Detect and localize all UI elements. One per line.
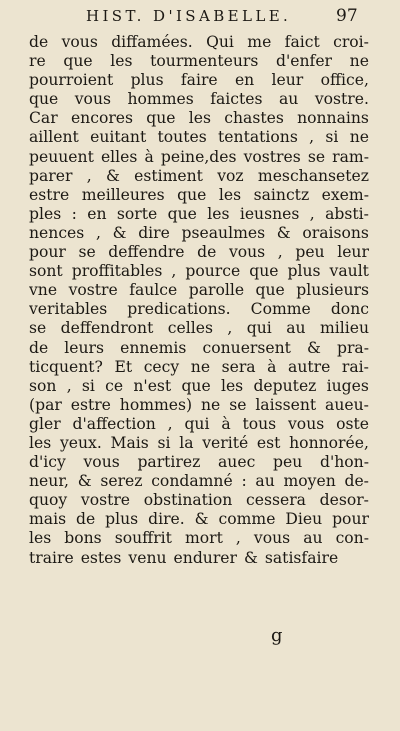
text-line: ples : en sorte que les ieusnes , absti- [29, 204, 369, 223]
text-line: neur, & serez condamné : au moyen de- [29, 472, 369, 491]
text-line: parer , & estiment voz meschansetez [29, 166, 369, 185]
text-line: Car encores que les chastes nonnains [29, 109, 369, 128]
text-line: les yeux. Mais si la verité est honnorée, [29, 433, 369, 452]
signature-mark: g [271, 625, 283, 646]
text-line: d'icy vous partirez auec peu d'hon- [29, 453, 369, 472]
text-line: traire estes venu endurer & satisfaire [29, 548, 339, 567]
text-line: veritables predications. Comme donc [29, 300, 369, 319]
text-line: ticquent? Et cecy ne sera à autre rai- [29, 357, 369, 376]
text-line: estre meilleures que les sainctz exem- [29, 185, 369, 204]
text-line: (par estre hommes) ne se laissent aueu- [29, 395, 369, 414]
text-line: de vous diffamées. Qui me faict croi- [29, 33, 369, 51]
text-line: mais de plus dire. & comme Dieu pour [29, 510, 369, 529]
text-line: peuuent elles à peine,des vostres se ram- [29, 147, 369, 166]
running-title: HIST. D'ISABELLE. [86, 7, 292, 25]
body-text [29, 33, 369, 568]
text-line: gler d'affection , qui à tous vous oste [29, 414, 369, 433]
text-line: se deffendront celles , qui au milieu [29, 319, 369, 338]
page-number: 97 [336, 6, 358, 26]
text-line: pour se deffendre de vous , peu leur [29, 243, 369, 262]
text-line: de leurs ennemis conuersent & pra- [29, 338, 369, 357]
text-line: vne vostre faulce parolle que plusieurs [29, 281, 369, 300]
text-line: pourroient plus faire en leur office, [29, 71, 369, 90]
text-line: sont proffitables , pource que plus vault [29, 262, 369, 281]
text-line: quoy vostre obstination cessera desor- [29, 491, 369, 510]
text-line: re que les tourmenteurs d'enfer ne [29, 52, 369, 71]
running-head [0, 6, 400, 28]
text-line: nences , & dire pseaulmes & oraisons [29, 223, 369, 242]
text-line: que vous hommes faictes au vostre. [29, 90, 369, 109]
text-line: son , si ce n'est que les deputez iuges [29, 376, 369, 395]
text-line: les bons souffrit mort , vous au con- [29, 529, 369, 548]
text-line: aillent euitant toutes tentations , si ne [29, 128, 369, 147]
